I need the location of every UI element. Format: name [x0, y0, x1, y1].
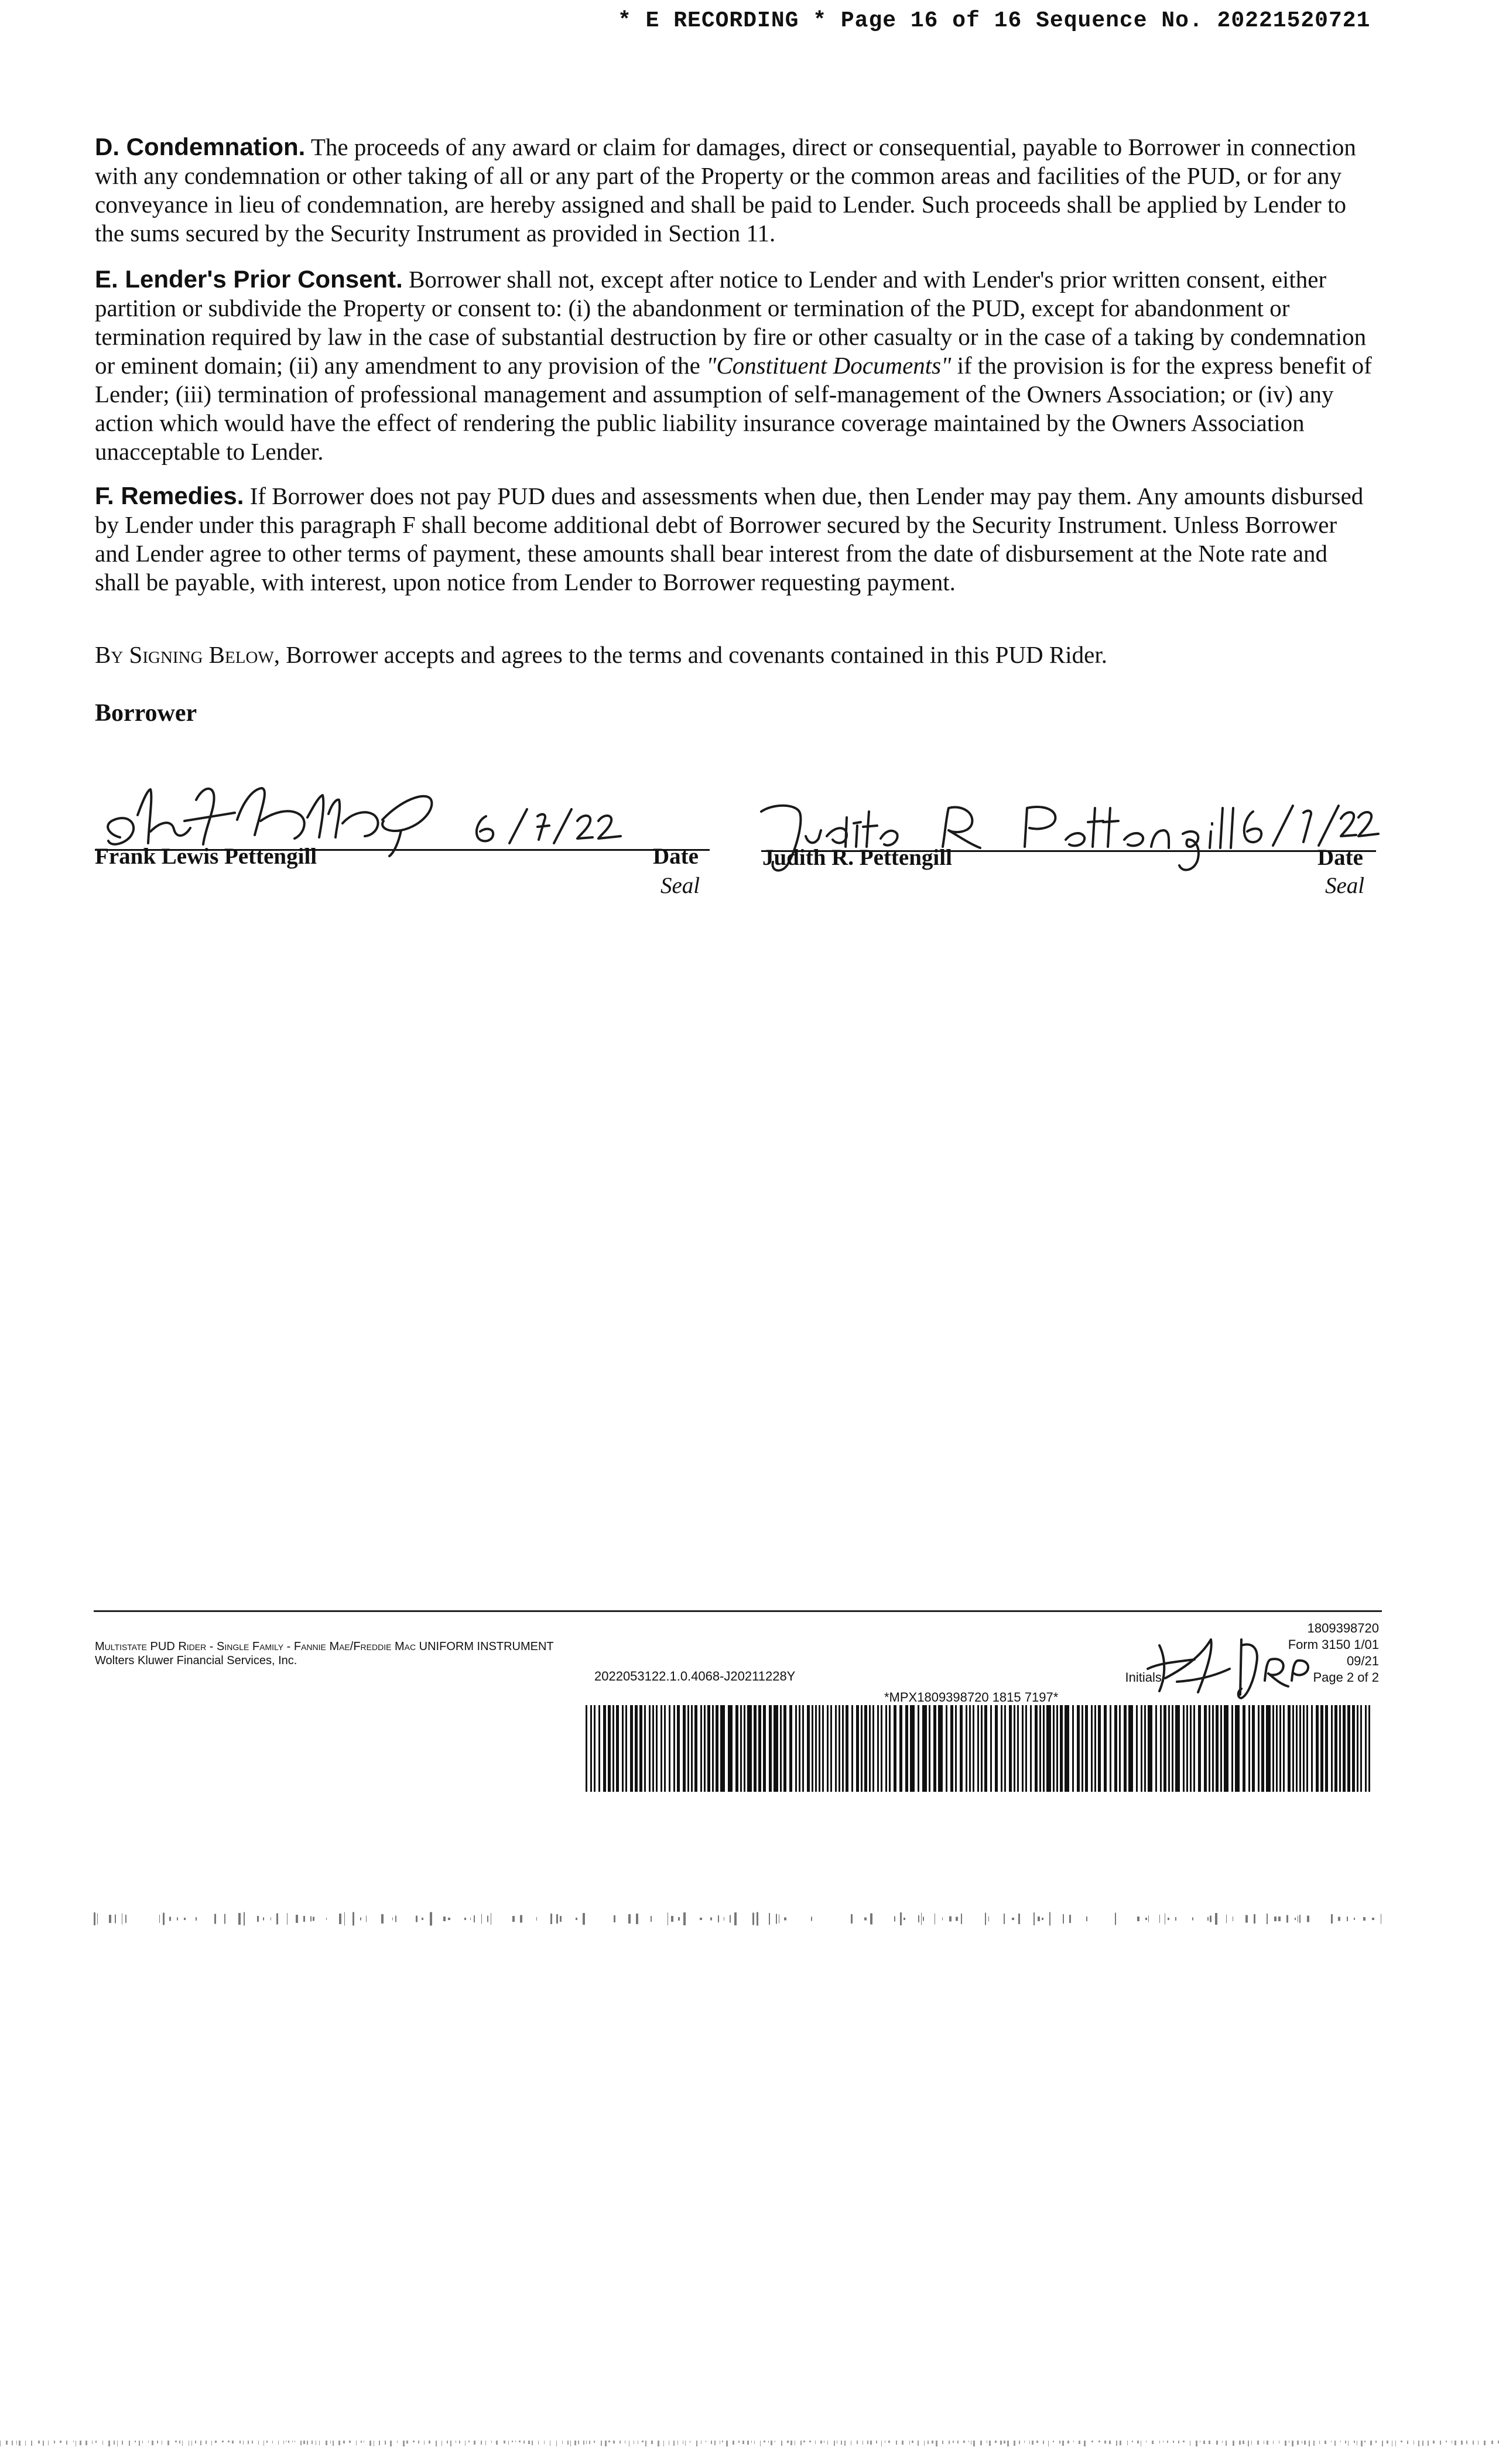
section-lenders-prior-consent: [95, 265, 1377, 466]
barcode: [586, 1705, 1373, 1792]
form-title: Multistate PUD Rider - Single Family - Fannie Mae/Freddie Mac UNIFORM INSTRUMENT: [95, 1640, 554, 1653]
section-body: If Borrower does not pay PUD dues and assessments when due, then Lender may pay them. Any amounts disbursed by Lender under this paragraph F shall become additional debt of Borrower secured by the Security Instrument. Unless Borrower and Lender agree to other terms of payment, these amounts shall bear interest from the date of disbursement at the Note rate and shall be payable, with interest, upon notice from Lender to Borrower requesting payment.: [95, 482, 1364, 596]
signer-name: Frank Lewis Pettengill: [95, 844, 317, 869]
section-condemnation: [95, 132, 1377, 248]
borrower-label: Borrower: [95, 700, 197, 727]
handwritten-date-frank: [468, 803, 627, 850]
scan-artifact-strip: [94, 1910, 1382, 1928]
form-revision: 09/21: [1346, 1654, 1379, 1668]
section-body-continued: if the provision is for the express benefit of Lender; (iii) termination of professional management and assumption of self-management of the Owners Association; or (iv) any action which would have the effect of rendering the public liability insurance coverage maintained by the Owners Association unacceptable to Lender.: [95, 352, 1372, 465]
barcode-caption: *MPX1809398720 1815 7197*: [884, 1690, 1059, 1705]
initials-label: Initials:: [1125, 1670, 1165, 1685]
initials-judith: [1236, 1640, 1317, 1704]
date-label: Date: [653, 844, 699, 869]
loan-number: 1809398720: [1307, 1621, 1379, 1635]
signing-statement-text: Borrower accepts and agrees to the terms and covenants contained in this PUD Rider.: [286, 641, 1107, 668]
page-indicator: Page 2 of 2: [1313, 1670, 1379, 1685]
document-code: 2022053122.1.0.4068-J20211228Y: [594, 1669, 796, 1683]
section-heading: E. Lender's Prior Consent.: [95, 265, 403, 293]
section-body: Borrower shall not, except after notice to Lender and with Lender's prior written consent, either partition or subdivide the Property or consent to: (i) the abandonment or termination of the PUD, except for abandonment or termination required by law in the case of substantial destruction by fire or other casualty or in the case of a taking by condemnation or eminent domain; (ii) any amendment to any provision of the: [95, 266, 1367, 379]
section-body: The proceeds of any award or claim for damages, direct or consequential, payable to Borrower in connection with any condemnation or other taking of all or any part of the Property or the common areas and facilities of the PUD, or for any conveyance in lieu of condemnation, are hereby assigned and shall be paid to Lender. Such proceeds shall be applied by Lender to the sums secured by the Security Instrument as provided in Section 11.: [95, 134, 1356, 247]
section-heading: F. Remedies.: [95, 482, 244, 509]
seal-label: Seal: [660, 873, 700, 898]
footer-form-info: [95, 1640, 554, 1668]
section-remedies: [95, 481, 1377, 597]
date-label: Date: [1317, 845, 1363, 870]
recording-header: * E RECORDING * Page 16 of 16 Sequence No. 20221520721: [618, 8, 1371, 33]
footer-rule: [94, 1610, 1382, 1612]
section-emphasis: "Constituent Documents": [706, 352, 952, 379]
section-heading: D. Condemnation.: [95, 133, 306, 160]
scan-artifact-strip: [0, 2436, 1499, 2448]
signer-name: Judith R. Pettengill: [762, 845, 952, 870]
form-number: Form 3150 1/01: [1288, 1637, 1379, 1652]
signing-statement: [95, 641, 1377, 669]
signing-statement-lead: By Signing Below,: [95, 641, 280, 668]
seal-label: Seal: [1325, 873, 1365, 898]
publisher: Wolters Kluwer Financial Services, Inc.: [95, 1654, 297, 1667]
